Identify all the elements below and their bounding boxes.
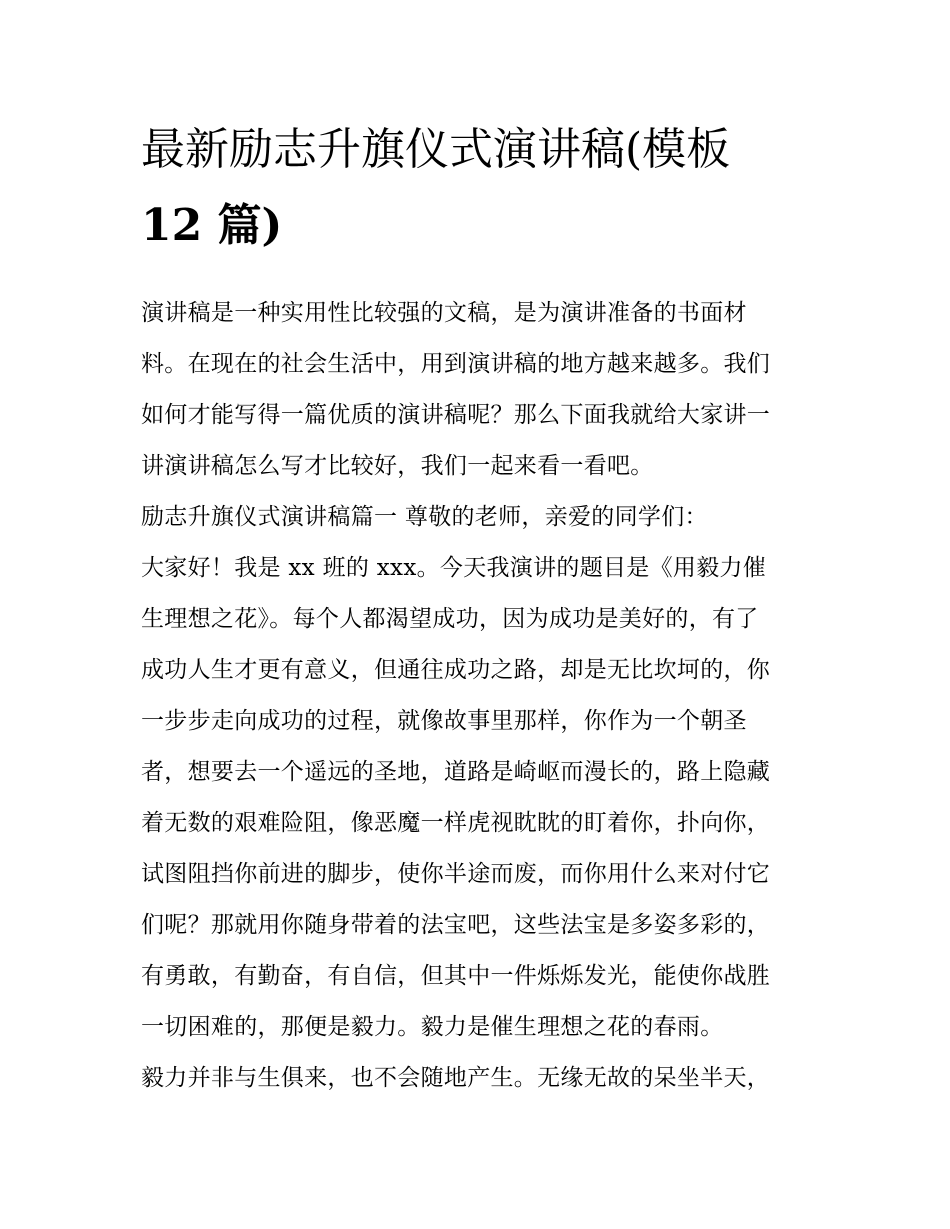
text-line: 者，想要去一个遥远的圣地，道路是崎岖而漫长的，路上隐藏 [141,759,771,785]
text-line: 一切困难的，那便是毅力。毅力是催生理想之花的春雨。 [141,1014,724,1040]
text-line: 一步步走向成功的过程，就像故事里那样，你作为一个朝圣 [141,708,747,734]
title-line: 最新励志升旗仪式演讲稿(模板 [141,124,731,175]
text-line: 演讲稿是一种实用性比较强的文稿，是为演讲准备的书面材 [141,300,747,326]
document-title [141,112,813,264]
text-line: 料。在现在的社会生活中，用到演讲稿的地方越来越多。我们 [141,351,771,377]
title-line: 12 篇) [141,200,283,251]
text-line: 生理想之花》。每个人都渴望成功，因为成功是美好的，有了 [141,606,759,632]
text-line: 成功人生才更有意义，但通往成功之路，却是无比坎坷的，你 [141,657,771,683]
text-line: 们呢？那就用你随身带着的法宝吧，这些法宝是多姿多彩的， [141,912,771,938]
document-content [141,112,813,1104]
document-body [141,288,813,1104]
text-line: 讲演讲稿怎么写才比较好，我们一起来看一看吧。 [141,453,654,479]
text-line: 试图阻挡你前进的脚步，使你半途而废，而你用什么来对付它 [141,861,771,887]
text-line: 如何才能写得一篇优质的演讲稿呢？那么下面我就给大家讲一 [141,402,771,428]
text-line: 有勇敢，有勤奋，有自信，但其中一件烁烁发光，能使你战胜 [141,963,771,989]
text-line: 着无数的艰难险阻，像恶魔一样虎视眈眈的盯着你，扑向你， [141,810,771,836]
text-line: 大家好！我是 xx 班的 xxx。今天我演讲的题目是《用毅力催 [141,555,767,581]
text-line: 励志升旗仪式演讲稿篇一 尊敬的老师，亲爱的同学们： [141,504,708,530]
text-line: 毅力并非与生俱来，也不会随地产生。无缘无故的呆坐半天， [141,1065,771,1091]
